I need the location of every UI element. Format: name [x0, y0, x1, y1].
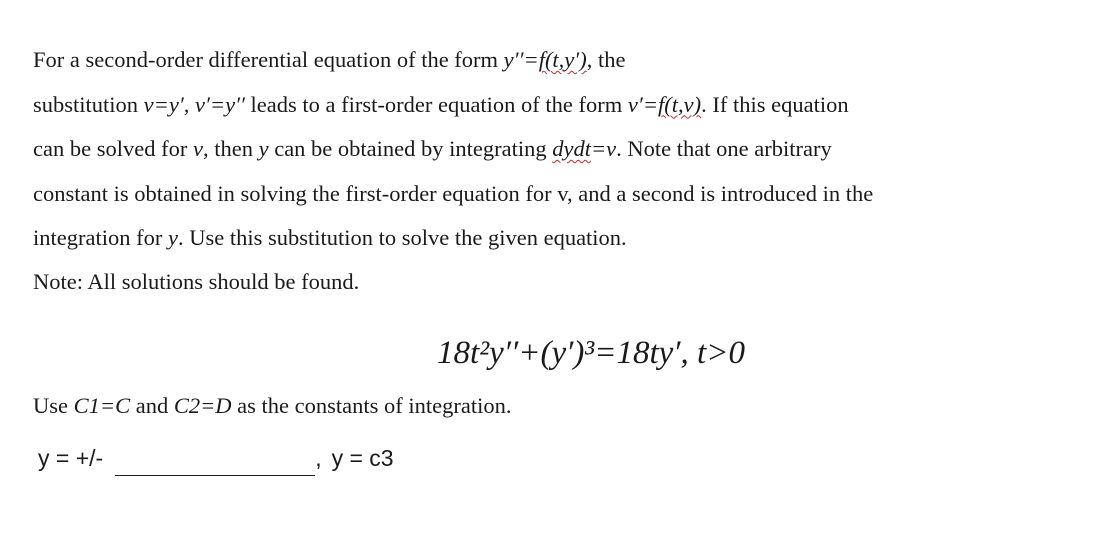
equation-text: 18t²y′′+(y′)³=18ty′, t>0 [437, 335, 745, 371]
text-segment: . Use this substitution to solve the given equation. [177, 225, 627, 250]
text-segment: For a second-order differential equation of the form [33, 47, 504, 72]
text-segment: integration for [33, 225, 168, 250]
constants-note [33, 388, 511, 424]
math-variable: y [258, 136, 269, 161]
math-expression: dydt [552, 136, 591, 161]
differential-equation [0, 330, 1094, 376]
problem-statement [33, 38, 1073, 261]
text-segment: . If this equation [701, 91, 849, 117]
answer-separator: , [315, 445, 322, 471]
text-segment: , then [202, 136, 259, 161]
note-all-solutions: Note: All solutions should be found. [33, 269, 360, 294]
answer-row [38, 440, 394, 476]
text-segment: Use [33, 393, 74, 418]
text-segment: leads to a first-order equation of the form [244, 91, 628, 117]
text-segment: can be solved for [33, 136, 193, 161]
problem-line-5 [33, 216, 1073, 261]
math-variable: v [192, 136, 203, 161]
answer-second: y = c3 [331, 445, 394, 471]
math-variable: y [167, 225, 178, 250]
math-expression: f(t,v) [658, 91, 702, 117]
constant-c2: C2=D [173, 393, 232, 418]
math-expression: v=y′, v′=y′′ [143, 91, 245, 117]
text-segment: can be obtained by integrating [268, 136, 553, 161]
text-segment: as the constants of integration. [231, 393, 512, 418]
problem-line-4: constant is obtained in solving the first-order equation for v, and a second is introduced in the [33, 180, 874, 206]
answer-prefix: y = +/- [38, 445, 104, 471]
constant-c1: C1=C [73, 393, 131, 418]
text-segment: and [130, 393, 174, 418]
text-segment: substitution [33, 91, 144, 117]
answer-input[interactable] [115, 449, 315, 476]
problem-line-2 [33, 83, 1073, 128]
math-expression: f(t,y′) [538, 47, 587, 72]
text-segment: . Note that one arbitrary [616, 136, 832, 161]
math-expression: v′= [627, 91, 658, 117]
math-expression: =v [590, 136, 617, 161]
problem-line-1 [33, 38, 1073, 83]
problem-line-3 [33, 127, 1073, 172]
text-segment: , the [586, 47, 626, 72]
math-expression: y′′= [503, 47, 539, 72]
